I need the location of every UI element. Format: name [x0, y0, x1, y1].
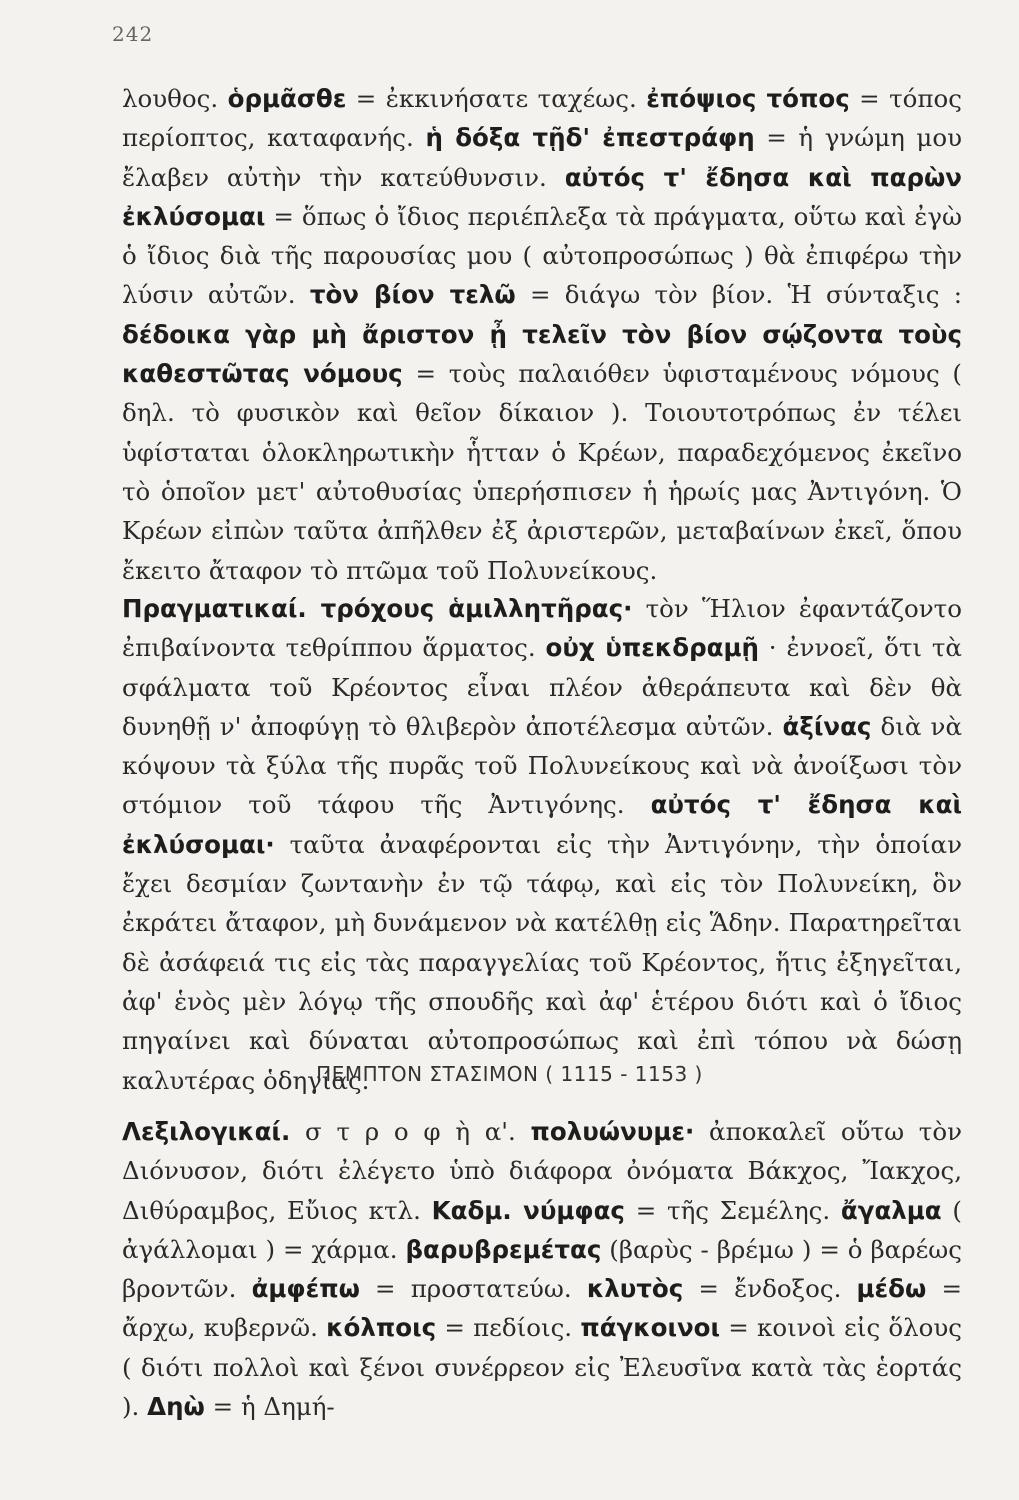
gloss-text: διὰ νὰ κόψουν τὰ ξύλα τῆς πυρᾶς τοῦ Πολυνείκους καὶ νὰ ἀνοίξωσι τὸν στόμιον τοῦ τάφου τῆς Ἀντιγόνης.: [122, 711, 962, 820]
lemma-term: ἀμφέπω: [251, 1274, 360, 1304]
lemma-term: ἀξίνας: [782, 711, 872, 741]
gloss-text: = τοὺς παλαιόθεν ὑφισταμένους νόμους ( δηλ. τὸ φυσικὸν καὶ θεῖον δίκαιον ). Τοιουτοτρόπως ἐν τέλει ὑφίσταται ὁλοκληρωτικὴν ἧτταν ὁ Κρέων, παραδεχόμενος ἐκεῖνο τὸ ὁποῖον μετ' αὐτοθυσίας ὑπερήσπισεν ἡ ἡρωίς μας Ἀντιγόνη. Ὁ Κρέων εἰπὼν ταῦτα ἀπῆλθεν ἐξ ἀριστερῶν, μεταβαίνων ἐκεῖ, ὅπου ἔκειτο ἄταφον τὸ πτῶμα τοῦ Πολυνείκους.: [122, 359, 962, 585]
gloss-text: = προστατεύω.: [359, 1274, 587, 1304]
lemma-term: οὐχ ὑπεκδραμῇ: [545, 633, 759, 663]
lemma-term: κλυτὸς: [586, 1274, 684, 1304]
gloss-text: · ἐννοεῖ, ὅτι τὰ σφάλματα τοῦ Κρέοντος εἶναι πλέον ἀθεράπευτα καὶ δὲν θὰ δυνηθῇ ν' ἀποφύγῃ τὸ θλιβερὸν ἀποτέλεσμα αὐτῶν.: [122, 633, 962, 741]
section-heading: ΠΕΜΠΤΟΝ ΣΤΑΣΙΜΟΝ ( 1115 - 1153 ): [316, 1062, 703, 1086]
gloss-text: (βαρὺς - βρέμω ) = ὁ βαρέως βροντῶν.: [122, 1234, 962, 1304]
lemma-term: δέδοικα γὰρ μὴ ἄριστον ᾖ τελεῖν τὸν βίον σῴζοντα τοὺς καθεστῶτας νόμους: [122, 319, 962, 389]
commentary-paragraph-2: [122, 589, 962, 1100]
gloss-text: = ἐκκινήσατε ταχέως.: [346, 84, 647, 113]
lemma-term: Λεξιλογικαί.: [122, 1117, 291, 1146]
gloss-text: = τῆς Σεμέλης.: [624, 1195, 841, 1225]
gloss-text: ταῦτα ἀναφέρονται εἰς τὴν Ἀντιγόνην, τὴν ὁποίαν ἔχει δεσμίαν ζωντανὴν ἐν τῷ τάφῳ, καὶ εἰς τὸν Πολυνείκη, ὃν ἐκράτει ἄταφον, μὴ δυνάμενον νὰ κατέλθῃ εἰς Ἅδην. Παρατηρεῖται δὲ ἀσάφειά τις εἰς τὰς παραγγελίας τοῦ Κρέοντος, ἥτις ἐξηγεῖται, ἀφ' ἑνὸς μὲν λόγῳ τῆς σπουδῆς καὶ ἀφ' ἑτέρου διότι καὶ ὁ ἴδιος πηγαίνει καὶ δύναται αὐτοπροσώπως καὶ ἐπὶ τόπου νὰ δώσῃ καλυτέρας ὁδηγίας.: [122, 829, 962, 1095]
gloss-text: = ἄρχω, κυβερνῶ.: [122, 1274, 962, 1343]
gloss-text: = διάγω τὸν βίον. Ἡ σύνταξις :: [515, 280, 963, 310]
lemma-term: Δηὼ: [147, 1392, 205, 1422]
gloss-text: λουθος.: [122, 84, 228, 113]
gloss-text: τὸν Ἥλιον ἐφαντάζοντο ἐπιβαίνοντα τεθρίππου ἅρματος.: [122, 594, 962, 663]
gloss-text: ( ἀγάλλομαι ) = χάρμα.: [122, 1195, 962, 1264]
lemma-term: τὸν βίον τελῶ: [309, 280, 516, 310]
lemma-term: Πραγματικαί. τρόχους ἁμιλλητῆρας·: [122, 594, 633, 623]
commentary-paragraph-1: [122, 79, 962, 590]
gloss-text: = τόπος περίοπτος, καταφανής.: [122, 84, 962, 153]
gloss-text: = ἡ Δημή-: [204, 1392, 335, 1422]
lemma-term: αὐτός τ' ἔδησα καὶ παρὼν ἐκλύσομαι: [122, 162, 962, 231]
gloss-text: = ἔνδοξος.: [683, 1274, 857, 1304]
lemma-term: ἡ δόξα τῇδ' ἐπεστράφη: [425, 123, 755, 153]
gloss-text: = ἡ γνώμη μου ἔλαβεν αὐτὴν τὴν κατεύθυνσιν.: [122, 123, 962, 192]
lemma-term: κόλποις: [326, 1313, 437, 1343]
gloss-text: = πεδίοις.: [436, 1313, 581, 1343]
lemma-term: ἄγαλμα: [840, 1195, 942, 1225]
page-number: 242: [112, 22, 154, 46]
commentary-paragraph-3: [122, 1112, 962, 1426]
gloss-text: = κοινοὶ εἰς ὅλους ( διότι πολλοὶ καὶ ξένοι συνέρρεον εἰς Ἐλευσῖνα κατὰ τὰς ἑορτάς ).: [122, 1313, 963, 1422]
lemma-term: αὐτός τ' ἔδησα καὶ ἐκλύσομαι·: [122, 790, 962, 859]
gloss-text: ἀποκαλεῖ οὕτω τὸν Διόνυσον, διότι ἐλέγετο ὑπὸ διάφορα ὀνόματα Βάκχος, Ἴακχος, Διθύραμβος, Εὔιος κτλ.: [122, 1117, 962, 1225]
lemma-term: μέδω: [856, 1274, 927, 1304]
lemma-term: ὁρμᾶσθε: [227, 84, 347, 113]
lemma-term: βαρυβρεμέτας: [405, 1234, 602, 1264]
lemma-term: ἐπόψιος τόπος: [646, 84, 850, 113]
gloss-text: σ τ ρ ο φ ὴ α'.: [290, 1117, 531, 1146]
lemma-term: πολυώνυμε·: [530, 1117, 695, 1146]
lemma-term: πάγκοινοι: [580, 1313, 721, 1343]
gloss-text: = ὅπως ὁ ἴδιος περιέπλεξα τὰ πράγματα, οὕτω καὶ ἐγὼ ὁ ἴδιος διὰ τῆς παρουσίας μου ( αὐτοπροσώπως ) θὰ ἐπιφέρω τὴν λύσιν αὐτῶν.: [122, 201, 962, 310]
lemma-term: Καδμ. νύμφας: [431, 1195, 625, 1225]
